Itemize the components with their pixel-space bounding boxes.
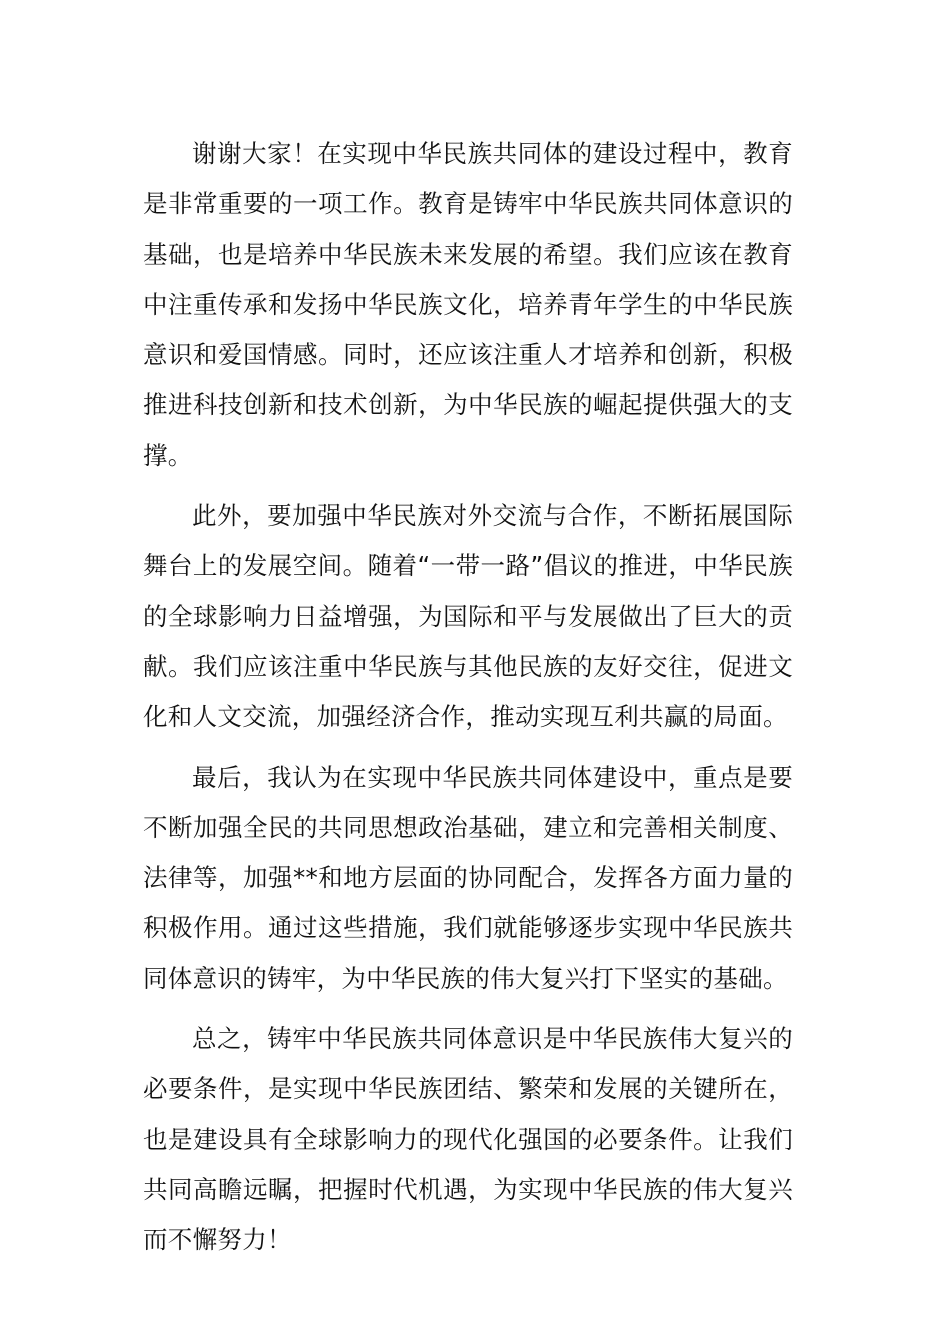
document-body <box>143 129 793 1266</box>
paragraph-3: 最后，我认为在实现中华民族共同体建设中，重点是要不断加强全民的共同思想政治基础，建立和完善相关制度、法律等，加强**和地方层面的协同配合，发挥各方面力量的积极作用。通过这些措施，我们就能够逐步实现中华民族共同体意识的铸牢，为中华民族的伟大复兴打下坚实的基础。 <box>143 762 793 993</box>
paragraph-2: 此外，要加强中华民族对外交流与合作，不断拓展国际舞台上的发展空间。随着“一带一路”倡议的推进，中华民族的全球影响力日益增强，为国际和平与发展做出了巨大的贡献。我们应该注重中华民族与其他民族的友好交往，促进文化和人文交流，加强经济合作，推动实现互利共赢的局面。 <box>143 501 793 732</box>
paragraph-1: 谢谢大家！在实现中华民族共同体的建设过程中，教育是非常重要的一项工作。教育是铸牢中华民族共同体意识的基础，也是培养中华民族未来发展的希望。我们应该在教育中注重传承和发扬中华民族文化，培养青年学生的中华民族意识和爱国情感。同时，还应该注重人才培养和创新，积极推进科技创新和技术创新，为中华民族的崛起提供强大的支撑。 <box>143 139 793 470</box>
paragraph-4: 总之，铸牢中华民族共同体意识是中华民族伟大复兴的必要条件，是实现中华民族团结、繁荣和发展的关键所在，也是建设具有全球影响力的现代化强国的必要条件。让我们共同高瞻远瞩，把握时代机遇，为实现中华民族的伟大复兴而不懈努力！ <box>143 1024 793 1255</box>
